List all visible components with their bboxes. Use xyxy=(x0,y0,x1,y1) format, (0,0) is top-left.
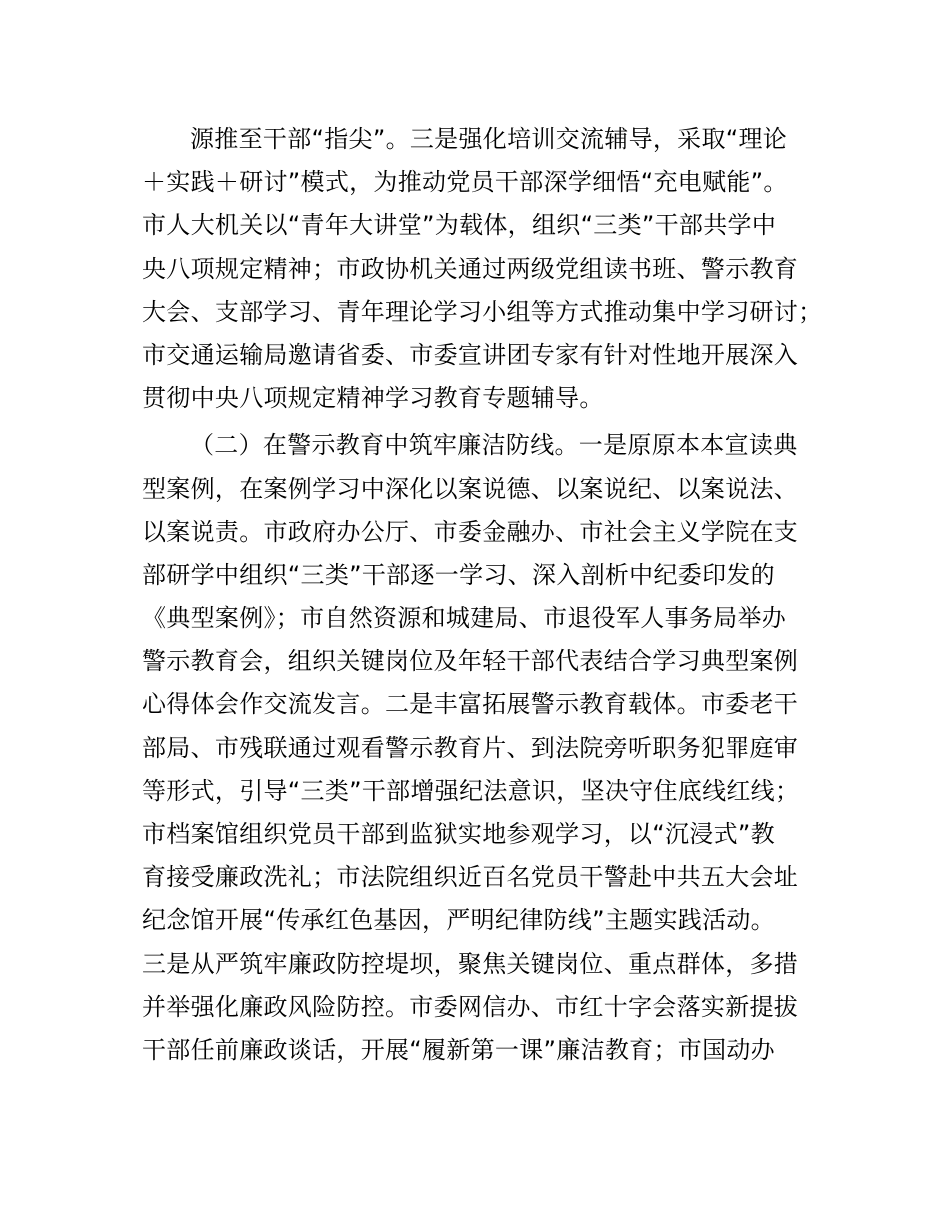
text-line: 警示教育会，组织关键岗位及年轻干部代表结合学习典型案例 xyxy=(142,647,799,676)
text-line: 心得体会作交流发言。二是丰富拓展警示教育载体。市委老干 xyxy=(142,690,799,719)
text-line: 大会、支部学习、青年理论学习小组等方式推动集中学习研讨； xyxy=(142,297,823,326)
text-line: 市交通运输局邀请省委、市委宣讲团专家有针对性地开展深入 xyxy=(142,340,799,369)
text-line: 市人大机关以“青年大讲堂”为载体，组织“三类”干部共学中 xyxy=(142,211,777,240)
text-line: 部研学中组织“三类”干部逐一学习、深入剖析中纪委印发的 xyxy=(142,560,775,589)
text-line: 三是从严筑牢廉政防控堤坝，聚焦关键岗位、重点群体，多措 xyxy=(142,949,799,978)
text-line: 《典型案例》；市自然资源和城建局、市退役军人事务局举办 xyxy=(142,604,787,633)
text-line: 干部任前廉政谈话，开展“履新第一课”廉洁教育；市国动办 xyxy=(142,1035,775,1064)
text-line: 部局、市残联通过观看警示教育片、到法院旁听职务犯罪庭审 xyxy=(142,733,799,762)
text-line: 育接受廉政洗礼；市法院组织近百名党员干警赴中共五大会址 xyxy=(142,863,799,892)
paragraph-1 xyxy=(142,118,842,420)
text-line: ＋实践＋研讨”模式，为推动党员干部深学细悟“充电赋能”。 xyxy=(142,168,788,197)
text-line: 市档案馆组织党员干部到监狱实地参观学习，以“沉浸式”教 xyxy=(142,820,775,848)
section-heading-line: （二）在警示教育中筑牢廉洁防线。一是原原本本宣读典 xyxy=(190,431,798,460)
text-line: 等形式，引导“三类”干部增强纪法意识，坚决守住底线红线； xyxy=(142,776,800,805)
text-line: 贯彻中央八项规定精神学习教育专题辅导。 xyxy=(142,384,604,413)
text-line: 源推至干部“指尖”。三是强化培训交流辅导，采取“理论 xyxy=(190,125,788,153)
text-line: 纪念馆开展“传承红色基因，严明纪律防线”主题实践活动。 xyxy=(142,906,775,935)
document-body xyxy=(142,118,842,1072)
paragraph-2 xyxy=(142,424,842,1072)
text-line: 并举强化廉政风险防控。市委网信办、市红十字会落实新提拔 xyxy=(142,992,799,1021)
text-line: 以案说责。市政府办公厅、市委金融办、市社会主义学院在支 xyxy=(142,517,799,546)
text-line: 央八项规定精神；市政协机关通过两级党组读书班、警示教育 xyxy=(142,254,799,283)
text-line: 型案例，在案例学习中深化以案说德、以案说纪、以案说法、 xyxy=(142,474,799,503)
